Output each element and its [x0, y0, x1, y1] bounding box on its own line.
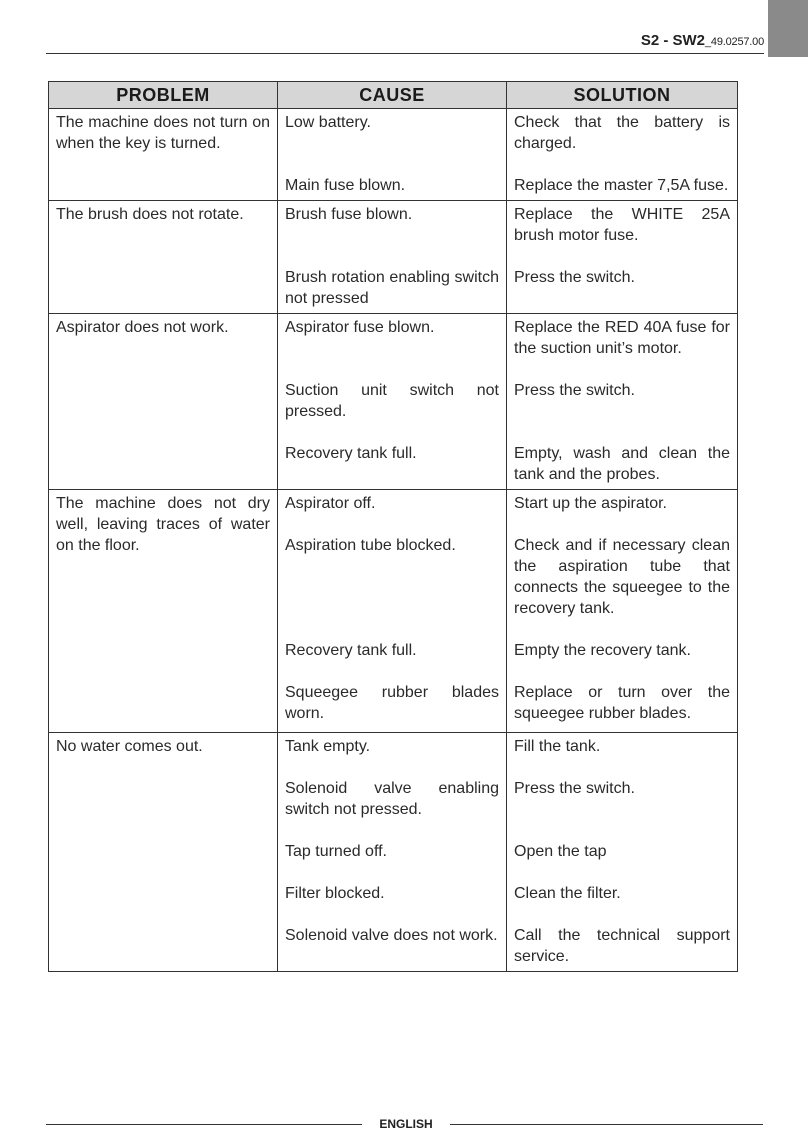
solution-entry: Replace the RED 40A fuse for the suction unit’s motor. [514, 319, 730, 357]
cause-cell [278, 490, 507, 733]
cause-entry: Aspiration tube blocked. [285, 537, 456, 554]
cause-cell [278, 314, 507, 490]
troubleshooting-table [48, 81, 738, 972]
cause-entry: Squeegee rubber blades worn. [285, 684, 499, 722]
cause-cell [278, 733, 507, 972]
table-row [49, 109, 738, 201]
table-row [49, 733, 738, 972]
solution-cell [507, 314, 738, 490]
footer-rule-left [46, 1124, 362, 1125]
solution-entry: Replace the master 7,5A fuse. [514, 177, 729, 194]
solution-entry: Clean the filter. [514, 885, 621, 902]
cause-entry: Solenoid valve enabling switch not pressed. [285, 780, 499, 818]
cause-entry: Filter blocked. [285, 885, 385, 902]
solution-entry: Open the tap [514, 843, 607, 860]
document-code: _49.0257.00 [705, 36, 764, 48]
table-row [49, 201, 738, 314]
table-row [49, 314, 738, 490]
problem-text: The machine does not turn on when the key is turned. [56, 114, 270, 152]
cause-entry: Aspirator fuse blown. [285, 319, 435, 336]
problem-text: The brush does not rotate. [56, 206, 244, 223]
page-header-title [641, 32, 764, 49]
problem-text: Aspirator does not work. [56, 319, 229, 336]
cause-entry: Tank empty. [285, 738, 371, 755]
page-tab-marker [768, 0, 808, 57]
problem-cell [49, 314, 278, 490]
solution-entry: Start up the aspirator. [514, 495, 667, 512]
solution-cell [507, 490, 738, 733]
cause-cell [278, 201, 507, 314]
cause-cell [278, 109, 507, 201]
problem-cell [49, 490, 278, 733]
solution-cell [507, 733, 738, 972]
solution-entry: Press the switch. [514, 382, 635, 399]
solution-entry: Press the switch. [514, 269, 635, 286]
column-header-solution: SOLUTION [507, 82, 738, 109]
column-header-cause: CAUSE [278, 82, 507, 109]
table-header-row [49, 82, 738, 109]
problem-cell [49, 733, 278, 972]
footer-rule-right [450, 1124, 763, 1125]
cause-entry: Suction unit switch not pressed. [285, 382, 499, 420]
cause-entry: Solenoid valve does not work. [285, 927, 498, 944]
solution-entry: Check that the battery is charged. [514, 114, 730, 152]
problem-cell [49, 201, 278, 314]
cause-entry: Main fuse blown. [285, 177, 406, 194]
solution-entry: Call the technical support service. [514, 927, 730, 965]
cause-entry: Low battery. [285, 114, 371, 131]
model-name: S2 - SW2 [640, 32, 706, 49]
column-header-problem: PROBLEM [49, 82, 278, 109]
header-rule [46, 53, 764, 54]
table-row [49, 490, 738, 733]
solution-entry: Replace or turn over the squeegee rubber blades. [514, 684, 730, 722]
solution-entry: Replace the WHITE 25A brush motor fuse. [514, 206, 730, 244]
solution-entry: Check and if necessary clean the aspiration tube that connects the squeegee to the recovery tank. [514, 537, 730, 617]
problem-text: The machine does not dry well, leaving traces of water on the floor. [56, 495, 270, 554]
cause-entry: Recovery tank full. [285, 642, 417, 659]
cause-entry: Aspirator off. [285, 495, 376, 512]
cause-entry: Tap turned off. [285, 843, 387, 860]
problem-text: No water comes out. [56, 738, 203, 755]
footer-language: ENGLISH [379, 1117, 433, 1131]
cause-entry: Recovery tank full. [285, 445, 417, 462]
cause-entry: Brush fuse blown. [285, 206, 413, 223]
solution-entry: Fill the tank. [514, 738, 601, 755]
solution-cell [507, 201, 738, 314]
solution-entry: Press the switch. [514, 780, 635, 797]
problem-cell [49, 109, 278, 201]
cause-entry: Brush rotation enabling switch not pressed [285, 269, 499, 307]
solution-entry: Empty the recovery tank. [514, 642, 691, 659]
solution-cell [507, 109, 738, 201]
solution-entry: Empty, wash and clean the tank and the probes. [514, 445, 730, 483]
